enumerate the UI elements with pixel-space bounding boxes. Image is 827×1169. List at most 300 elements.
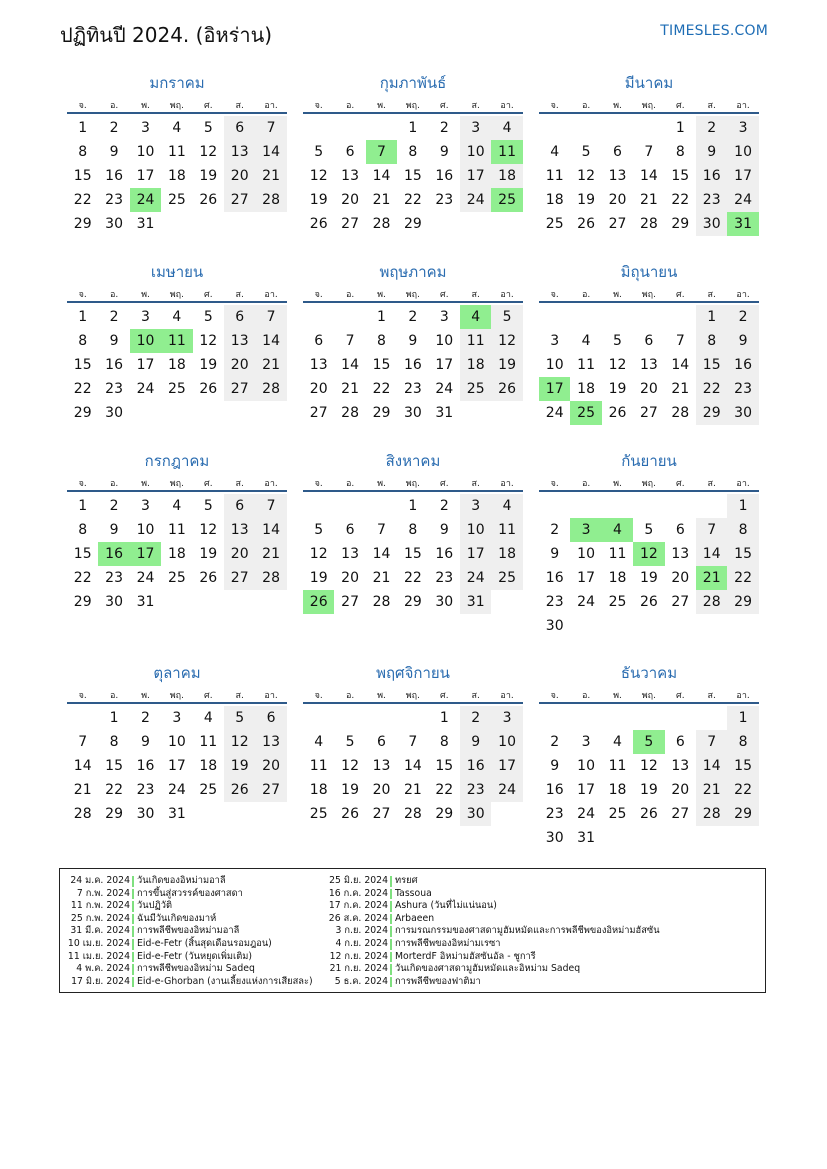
weekday-label: พฤ. [169,479,184,489]
day-cell: 15 [403,546,422,562]
weekday-label: พฤ. [169,290,184,300]
day-cell: 26 [341,806,359,822]
holiday-name: วันปฏิวัติ [137,900,172,912]
day-cell: 10 [545,357,564,373]
day-cell: 28 [671,405,690,421]
day-cell: 17 [577,782,595,798]
holiday-day-cell: 11 [491,140,522,164]
weekday-header [67,98,287,110]
day-cell: 13 [341,546,359,562]
day-cell: 19 [341,782,359,798]
day-cell: 30 [136,806,155,822]
holiday-day-cell: 4 [602,518,633,542]
day-cell: 19 [199,357,218,373]
day-cell: 19 [309,192,328,208]
day-cell: 13 [372,758,391,774]
weekday-label: ส. [235,479,244,489]
day-cell: 18 [199,758,218,774]
day-cell: 26 [639,594,658,610]
month-name: ธันวาคม [620,664,678,682]
holiday-date: 21 ก.ย. 2024 [329,963,388,975]
day-cell: 22 [696,377,727,401]
day-cell: 25 [608,806,627,822]
day-cell: 22 [727,566,758,590]
day-cell: 26 [491,377,522,401]
holiday-marker [132,964,134,975]
holiday-date: 25 ก.พ. 2024 [70,912,130,924]
day-cell: 27 [224,188,255,212]
weekday-label: ศ. [204,101,213,111]
day-cell: 27 [608,216,627,232]
day-cell: 30 [435,594,454,610]
day-cell: 6 [314,333,324,349]
weekday-label: ศ. [440,479,449,489]
holiday-marker [390,889,392,900]
day-cell: 16 [435,546,454,562]
day-cell: 21 [255,542,286,566]
weekday-label: ศ. [440,101,449,111]
day-cell: 29 [372,405,391,421]
holiday-marker [390,952,392,963]
day-cell: 6 [224,494,255,518]
weekday-label: อ. [581,479,591,489]
weekday-label: อา. [500,290,514,300]
weekday-header [303,98,523,110]
holiday-name: การขึ้นสู่สวรรค์ของศาสดา [137,887,243,899]
weekday-label: พ. [141,101,150,111]
weekday-label: จ. [550,290,559,300]
month-block [539,661,759,861]
day-cell: 21 [696,778,727,802]
day-cell: 13 [608,168,627,184]
weekday-label: ศ. [440,691,449,701]
day-cell: 18 [460,353,491,377]
day-cell: 13 [341,168,359,184]
day-cell: 29 [671,216,690,232]
day-cell: 8 [78,144,88,160]
day-cell: 21 [372,192,391,208]
weekday-label: จ. [78,101,87,111]
day-cell: 30 [105,405,123,421]
day-cell: 5 [314,522,324,538]
day-cell: 4 [172,309,182,325]
day-cell: 17 [491,754,522,778]
page-title: ปฏิทินปี 2024. (อิหร่าน) [60,23,273,47]
day-cell: 5 [644,522,654,538]
weekday-label: พฤ. [405,691,420,701]
weekday-label: จ. [550,479,559,489]
month-block [67,661,287,861]
day-cell: 23 [727,377,758,401]
day-cell: 1 [78,120,88,136]
day-cell: 17 [435,357,454,373]
day-cell: 2 [109,309,119,325]
day-cell: 25 [460,377,491,401]
holiday-name: วันเกิดของศาสดามูฮัมหมัดและอิหม่าม Sadeq [395,963,581,975]
day-cell: 24 [460,188,491,212]
day-cell: 25 [545,216,564,232]
day-cell: 18 [309,782,328,798]
day-cell: 13 [224,329,255,353]
day-cell: 9 [550,758,560,774]
day-cell: 6 [377,734,386,750]
header-rule [67,301,287,303]
day-cell: 13 [224,140,255,164]
day-cell: 12 [639,758,658,774]
day-cell: 11 [167,144,186,160]
day-cell: 31 [460,590,491,614]
holiday-name: การพลีชีพของฟาติมา [395,975,481,987]
weekday-label: ส. [235,101,244,111]
day-cell: 28 [403,806,422,822]
holiday-day-cell: 26 [303,590,334,614]
day-cell: 5 [224,706,255,730]
weekday-label: อ. [581,101,591,111]
weekday-label: พฤ. [641,290,656,300]
day-cell: 12 [199,144,218,160]
day-cell: 17 [460,542,491,566]
weekday-header [539,688,759,700]
day-cell: 9 [439,522,449,538]
holiday-date: 4 ก.ย. 2024 [335,937,388,949]
day-cell: 25 [199,782,218,798]
day-cell: 2 [727,305,758,329]
weekday-label: พฤ. [641,479,656,489]
weekday-header [67,476,287,488]
day-cell: 15 [727,542,758,566]
holiday-date: 17 ก.ค. 2024 [328,900,388,912]
weekday-label: พ. [613,101,622,111]
weekday-label: อ. [345,290,355,300]
month-block [303,71,523,271]
day-cell: 3 [141,498,150,514]
day-cell: 1 [109,710,119,726]
holiday-date: 25 มิ.ย. 2024 [329,875,388,886]
day-cell: 28 [372,216,391,232]
weekday-label: พ. [377,101,386,111]
day-cell: 31 [136,594,155,610]
weekday-label: อา. [264,691,278,701]
day-cell: 20 [224,353,255,377]
day-cell: 21 [73,782,92,798]
weekday-label: อา. [736,290,750,300]
holiday-marker [390,901,392,912]
day-cell: 12 [577,168,595,184]
day-cell: 12 [341,758,359,774]
weekday-label: ศ. [440,290,449,300]
day-cell: 27 [671,806,690,822]
weekday-label: จ. [78,290,87,300]
day-cell: 6 [675,734,685,750]
day-cell: 2 [696,116,727,140]
day-cell: 18 [577,381,595,397]
day-cell: 21 [255,164,286,188]
day-cell: 19 [639,570,658,586]
day-cell: 23 [696,188,727,212]
day-cell: 16 [545,782,564,798]
day-cell: 2 [439,120,449,136]
day-cell: 26 [577,216,595,232]
day-cell: 26 [199,570,218,586]
weekday-header [539,98,759,110]
day-cell: 4 [491,116,522,140]
day-cell: 29 [403,216,422,232]
day-cell: 14 [255,518,286,542]
day-cell: 9 [109,144,119,160]
month-name: กันยายน [621,452,677,470]
day-cell: 1 [727,706,758,730]
day-cell: 29 [435,806,454,822]
weekday-label: ศ. [204,691,213,701]
month-name: มกราคม [149,74,205,92]
month-block [539,71,759,271]
header-rule [539,702,759,704]
day-cell: 19 [224,754,255,778]
day-cell: 15 [73,357,92,373]
month-name: กรกฎาคม [144,452,210,470]
weekday-label: อ. [581,290,591,300]
holiday-marker [390,977,392,988]
weekday-label: ส. [471,101,480,111]
day-cell: 26 [608,405,627,421]
day-cell: 22 [73,381,92,397]
day-cell: 2 [550,522,560,538]
holiday-day-cell: 21 [696,566,727,590]
day-cell: 7 [255,116,286,140]
day-cell: 22 [105,782,123,798]
day-cell: 30 [403,405,422,421]
day-cell: 4 [314,734,324,750]
day-cell: 16 [460,754,491,778]
day-cell: 14 [341,357,359,373]
day-cell: 12 [309,168,328,184]
header-rule [67,490,287,492]
day-cell: 21 [255,353,286,377]
day-cell: 30 [105,216,123,232]
day-cell: 16 [105,168,123,184]
day-cell: 20 [608,192,627,208]
brand-link[interactable]: TIMESLES.COM [660,23,768,39]
day-cell: 4 [550,144,560,160]
weekday-label: จ. [78,691,87,701]
day-cell: 6 [224,116,255,140]
weekday-label: พฤ. [405,479,420,489]
day-cell: 13 [671,758,690,774]
day-cell: 14 [671,357,690,373]
holiday-day-cell: 16 [98,542,129,566]
day-cell: 16 [545,570,564,586]
day-cell: 16 [435,168,454,184]
weekday-label: อ. [345,691,355,701]
day-cell: 26 [309,216,328,232]
day-cell: 21 [372,570,391,586]
day-cell: 24 [136,381,155,397]
day-cell: 8 [727,730,758,754]
day-cell: 6 [613,144,622,160]
day-cell: 24 [136,570,155,586]
day-cell: 2 [109,120,119,136]
day-cell: 22 [727,778,758,802]
day-cell: 4 [491,494,522,518]
day-cell: 30 [460,802,491,826]
weekday-label: อา. [264,101,278,111]
holiday-marker [132,901,134,912]
day-cell: 2 [141,710,150,726]
day-cell: 18 [167,546,186,562]
day-cell: 14 [696,542,727,566]
day-cell: 11 [577,357,595,373]
weekday-label: อา. [500,101,514,111]
day-cell: 13 [671,546,690,562]
weekday-label: อ. [109,290,119,300]
day-cell: 18 [545,192,564,208]
day-cell: 22 [403,570,422,586]
day-cell: 23 [105,192,123,208]
holiday-name: Eid-e-Fetr (สิ้นสุดเดือนรอมฎอน) [137,937,272,949]
weekday-header [303,688,523,700]
day-cell: 14 [372,546,391,562]
header-rule [303,301,523,303]
day-cell: 8 [78,522,88,538]
day-cell: 15 [73,546,92,562]
weekday-label: ส. [707,290,716,300]
holiday-date: 31 มี.ค. 2024 [70,925,130,937]
day-cell: 27 [639,405,658,421]
holiday-marker [390,914,392,925]
weekday-label: พ. [141,691,150,701]
weekday-label: ส. [707,479,716,489]
day-cell: 25 [491,566,522,590]
holiday-date: 3 ก.ย. 2024 [335,925,388,937]
day-cell: 30 [696,212,727,236]
day-cell: 14 [696,754,727,778]
day-cell: 22 [73,570,92,586]
weekday-label: จ. [550,101,559,111]
day-cell: 26 [639,806,658,822]
month-name: พฤษภาคม [379,263,447,281]
day-cell: 18 [167,357,186,373]
weekday-label: อา. [736,101,750,111]
month-block [303,449,523,649]
holiday-day-cell: 17 [130,542,161,566]
header-rule [67,112,287,114]
day-cell: 15 [696,353,727,377]
day-cell: 27 [224,377,255,401]
day-cell: 14 [639,168,658,184]
day-cell: 21 [671,381,690,397]
day-cell: 30 [545,830,564,846]
holiday-date: 11 เม.ย. 2024 [67,950,130,962]
day-cell: 29 [105,806,123,822]
day-cell: 31 [435,405,454,421]
day-cell: 10 [167,734,186,750]
day-cell: 7 [644,144,654,160]
day-cell: 8 [78,333,88,349]
day-cell: 13 [255,730,286,754]
day-cell: 11 [545,168,564,184]
weekday-label: พฤ. [169,691,184,701]
day-cell: 7 [255,305,286,329]
month-block [539,260,759,460]
month-name: กุมภาพันธ์ [379,74,447,92]
month-block [67,260,287,460]
month-name: สิงหาคม [385,452,441,470]
weekday-header [67,688,287,700]
day-cell: 29 [727,802,758,826]
holiday-day-cell: 17 [539,377,570,401]
day-cell: 1 [408,120,418,136]
day-cell: 16 [403,357,422,373]
weekday-label: อ. [581,691,591,701]
holiday-marker [132,952,134,963]
holiday-day-cell: 7 [366,140,397,164]
day-cell: 9 [550,546,560,562]
day-cell: 3 [460,494,491,518]
day-cell: 27 [671,594,690,610]
day-cell: 4 [172,120,182,136]
weekday-label: พ. [613,479,622,489]
day-cell: 12 [491,329,522,353]
holiday-marker [390,964,392,975]
weekday-label: ส. [235,290,244,300]
day-cell: 16 [105,357,123,373]
weekday-label: ศ. [676,101,685,111]
day-cell: 24 [577,806,595,822]
month-block [303,260,523,460]
weekday-label: จ. [314,101,323,111]
day-cell: 28 [73,806,92,822]
day-cell: 11 [199,734,218,750]
holiday-date: 4 พ.ค. 2024 [76,963,130,975]
day-cell: 19 [199,546,218,562]
day-cell: 1 [696,305,727,329]
day-cell: 31 [167,806,186,822]
day-cell: 26 [199,192,218,208]
day-cell: 26 [199,381,218,397]
day-cell: 5 [613,333,622,349]
day-cell: 7 [255,494,286,518]
day-cell: 31 [577,830,595,846]
day-cell: 11 [460,329,491,353]
holiday-name: วันเกิดของอิหม่ามอาลี [137,875,226,886]
day-cell: 9 [109,333,119,349]
day-cell: 16 [136,758,155,774]
day-cell: 31 [136,216,155,232]
day-cell: 22 [73,192,92,208]
day-cell: 14 [403,758,422,774]
weekday-label: ศ. [676,691,685,701]
day-cell: 23 [105,381,123,397]
weekday-label: พ. [613,290,622,300]
day-cell: 29 [696,401,727,425]
weekday-label: อ. [109,479,119,489]
day-cell: 24 [435,381,454,397]
holiday-marker [132,889,134,900]
holiday-date: 12 ก.ย. 2024 [329,950,388,962]
holiday-marker [390,876,392,887]
day-cell: 18 [608,570,627,586]
weekday-header [539,287,759,299]
day-cell: 3 [141,120,150,136]
holiday-marker [132,876,134,887]
day-cell: 30 [545,618,564,634]
holiday-marker [132,939,134,950]
day-cell: 30 [727,401,758,425]
holiday-marker [390,939,392,950]
day-cell: 29 [73,405,92,421]
holiday-name: Arbaeen [395,912,435,924]
day-cell: 28 [696,590,727,614]
